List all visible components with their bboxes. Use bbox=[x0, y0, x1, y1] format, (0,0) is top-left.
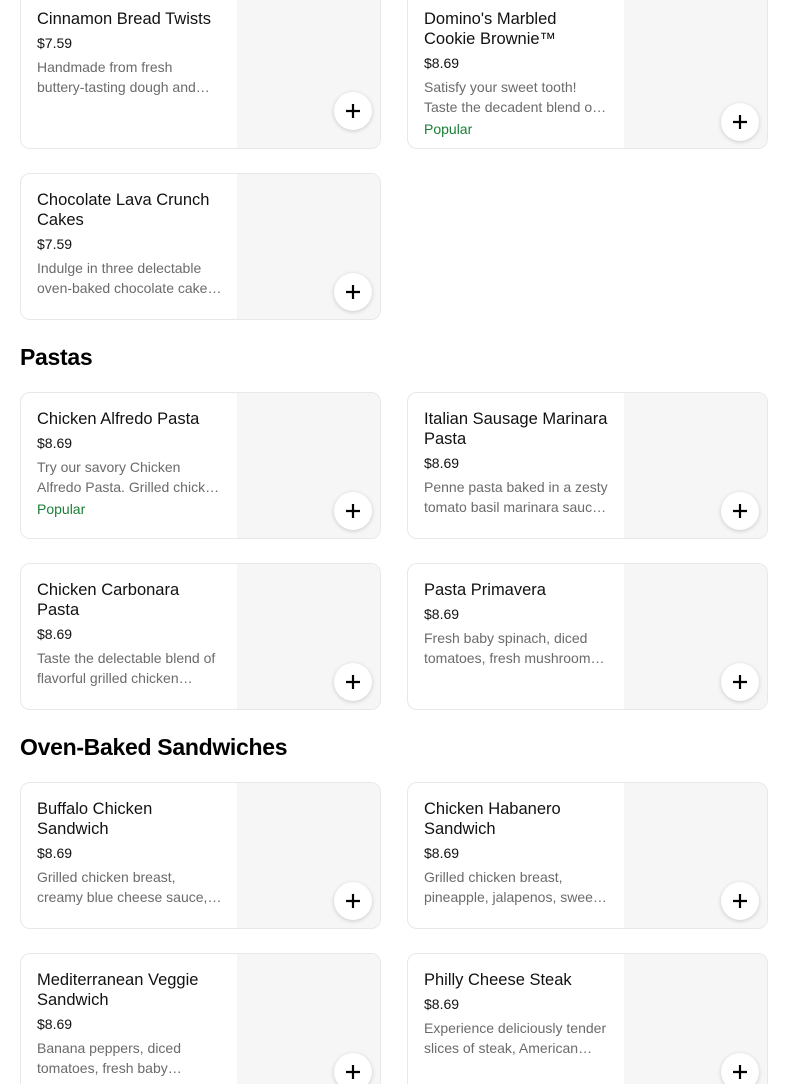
plus-icon bbox=[733, 115, 747, 129]
item-description: Indulge in three delectable oven-baked chocolate cakes bbox=[37, 260, 215, 296]
popular-badge: Popular bbox=[424, 121, 473, 137]
menu-item-card[interactable] bbox=[20, 173, 381, 320]
item-name: Chicken Carbonara Pasta bbox=[37, 581, 180, 619]
plus-icon bbox=[733, 504, 747, 518]
plus-icon bbox=[346, 504, 360, 518]
add-to-cart-button[interactable] bbox=[334, 663, 372, 701]
item-description: Banana peppers, diced tomatoes, fresh baby bbox=[37, 1040, 181, 1076]
item-name: Domino's Marbled Cookie Brownie™ bbox=[424, 10, 557, 48]
section-title-sandwiches: Oven-Baked Sandwiches bbox=[20, 734, 288, 760]
item-price: $8.69 bbox=[37, 845, 73, 861]
item-name: Mediterranean Veggie Sandwich bbox=[37, 971, 199, 1009]
item-description: Satisfy your sweet tooth! Taste the decadent blend of bbox=[424, 79, 597, 115]
item-description: Handmade from fresh buttery-tasting dough and bbox=[37, 59, 196, 95]
item-price: $8.69 bbox=[37, 626, 73, 642]
menu-item-card[interactable] bbox=[20, 563, 381, 710]
item-description: Penne pasta baked in a zesty tomato basil marinara sauce bbox=[424, 479, 608, 515]
item-price: $8.69 bbox=[424, 455, 460, 471]
item-price: $8.69 bbox=[424, 55, 460, 71]
item-price: $8.69 bbox=[37, 1016, 73, 1032]
item-name: Chicken Habanero Sandwich bbox=[424, 800, 561, 838]
plus-icon bbox=[346, 675, 360, 689]
item-name: Pasta Primavera bbox=[424, 581, 546, 599]
menu-item-card[interactable] bbox=[20, 953, 381, 1084]
add-to-cart-button[interactable] bbox=[721, 492, 759, 530]
menu-item-card[interactable] bbox=[407, 0, 768, 149]
item-name: Philly Cheese Steak bbox=[424, 971, 572, 989]
item-description: Try our savory Chicken Alfredo Pasta. Grilled chicken bbox=[37, 459, 221, 495]
menu-item-card[interactable] bbox=[407, 392, 768, 539]
section-title-pastas: Pastas bbox=[20, 344, 93, 370]
item-description: Experience deliciously tender slices of steak, American bbox=[424, 1020, 607, 1056]
add-to-cart-button[interactable] bbox=[721, 103, 759, 141]
add-to-cart-button[interactable] bbox=[721, 882, 759, 920]
menu-item-card[interactable] bbox=[20, 782, 381, 929]
menu-item-card[interactable] bbox=[407, 782, 768, 929]
item-price: $7.59 bbox=[37, 236, 73, 252]
plus-icon bbox=[733, 1065, 747, 1079]
item-price: $7.59 bbox=[37, 35, 73, 51]
item-price: $8.69 bbox=[424, 845, 460, 861]
popular-badge: Popular bbox=[37, 501, 86, 517]
item-price: $8.69 bbox=[424, 606, 460, 622]
item-description: Grilled chicken breast, pineapple, jalapenos, sweet bbox=[424, 869, 597, 905]
menu-item-card[interactable] bbox=[407, 953, 768, 1084]
plus-icon bbox=[346, 1065, 360, 1079]
item-name: Cinnamon Bread Twists bbox=[37, 10, 211, 28]
plus-icon bbox=[346, 894, 360, 908]
menu-item-card[interactable] bbox=[20, 392, 381, 539]
add-to-cart-button[interactable] bbox=[334, 273, 372, 311]
item-price: $8.69 bbox=[424, 996, 460, 1012]
item-name: Chocolate Lava Crunch Cakes bbox=[37, 191, 210, 229]
add-to-cart-button[interactable] bbox=[721, 663, 759, 701]
add-to-cart-button[interactable] bbox=[334, 92, 372, 130]
item-name: Italian Sausage Marinara Pasta bbox=[424, 410, 608, 448]
item-name: Chicken Alfredo Pasta bbox=[37, 410, 200, 428]
add-to-cart-button[interactable] bbox=[721, 1053, 759, 1084]
plus-icon bbox=[733, 675, 747, 689]
item-description: Grilled chicken breast, creamy blue cheese sauce, bbox=[37, 869, 208, 905]
plus-icon bbox=[346, 285, 360, 299]
add-to-cart-button[interactable] bbox=[334, 492, 372, 530]
item-description: Fresh baby spinach, diced tomatoes, fresh mushrooms bbox=[424, 630, 598, 666]
add-to-cart-button[interactable] bbox=[334, 882, 372, 920]
plus-icon bbox=[733, 894, 747, 908]
item-description: Taste the delectable blend of flavorful grilled chicken bbox=[37, 650, 216, 686]
item-name: Buffalo Chicken Sandwich bbox=[37, 800, 153, 838]
add-to-cart-button[interactable] bbox=[334, 1053, 372, 1084]
item-price: $8.69 bbox=[37, 435, 73, 451]
plus-icon bbox=[346, 104, 360, 118]
menu-item-card[interactable] bbox=[20, 0, 381, 149]
menu-item-card[interactable] bbox=[407, 563, 768, 710]
